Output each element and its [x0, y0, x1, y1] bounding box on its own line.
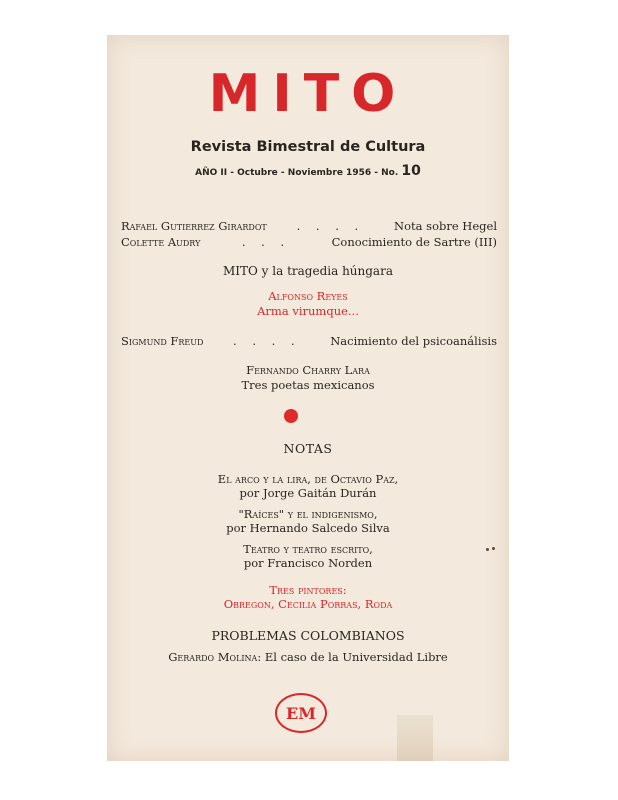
- toc-author-charry: Fernando Charry Lara: [246, 363, 370, 377]
- paper-speck: [486, 548, 489, 551]
- note3-line1: Teatro y teatro escrito,: [243, 542, 373, 556]
- toc-entry-gutierrez: [121, 219, 497, 233]
- toc-entry-freud: [121, 334, 497, 348]
- problemas-title: El caso de la Universidad Libre: [264, 650, 448, 664]
- note4-line2: Obregon, Cecilia Porras, Roda: [223, 597, 393, 611]
- magazine-subtitle: Revista Bimestral de Cultura: [190, 139, 426, 155]
- toc-title-reyes: Arma virumque...: [257, 304, 359, 318]
- issue-line: [107, 163, 509, 179]
- toc-author: Rafael Gutierrez Girardot: [121, 219, 267, 233]
- toc-title: Conocimiento de Sartre (III): [331, 235, 497, 249]
- red-bullet-ornament: [284, 409, 298, 423]
- note2-line1: "Raíces" y el indigenismo,: [238, 507, 378, 521]
- toc-leader: . . . .: [233, 334, 301, 348]
- toc-author-reyes: Alfonso Reyes: [268, 289, 348, 303]
- note1-line1: El arco y la lira, de Octavio Paz,: [217, 472, 399, 486]
- toc-leader: . . . .: [296, 219, 365, 233]
- note2-line2: por Hernando Salcedo Silva: [226, 521, 390, 535]
- paper-speck: [492, 547, 495, 550]
- note1-line2: por Jorge Gaitán Durán: [239, 486, 377, 500]
- problemas-author: Gerardo Molina:: [168, 650, 262, 664]
- magazine-cover: [107, 35, 509, 761]
- note3-line2: por Francisco Norden: [243, 556, 373, 570]
- toc-title-charry: Tres poetas mexicanos: [241, 378, 375, 392]
- toc-title: Nacimiento del psicoanálisis: [330, 334, 497, 348]
- issue-number: 10: [401, 163, 421, 179]
- toc-author: Sigmund Freud: [121, 334, 204, 348]
- toc-entry-audry: [121, 235, 497, 249]
- note4-line1: Tres pintores:: [269, 583, 347, 597]
- publisher-logo: EM: [275, 693, 327, 733]
- toc-title: Nota sobre Hegel: [394, 219, 497, 233]
- problemas-heading: PROBLEMAS COLOMBIANOS: [211, 628, 405, 643]
- toc-leader: . . .: [241, 235, 291, 249]
- toc-author: Colette Audry: [121, 235, 201, 249]
- toc-section-mito: MITO y la tragedia húngara: [223, 264, 393, 278]
- problemas-entry: [107, 650, 509, 664]
- notas-heading: NOTAS: [283, 441, 333, 456]
- magazine-title: MITO: [208, 64, 408, 124]
- issue-date: AÑO II - Octubre - Noviembre 1956 - No.: [195, 168, 399, 178]
- tape-stain: [397, 715, 433, 761]
